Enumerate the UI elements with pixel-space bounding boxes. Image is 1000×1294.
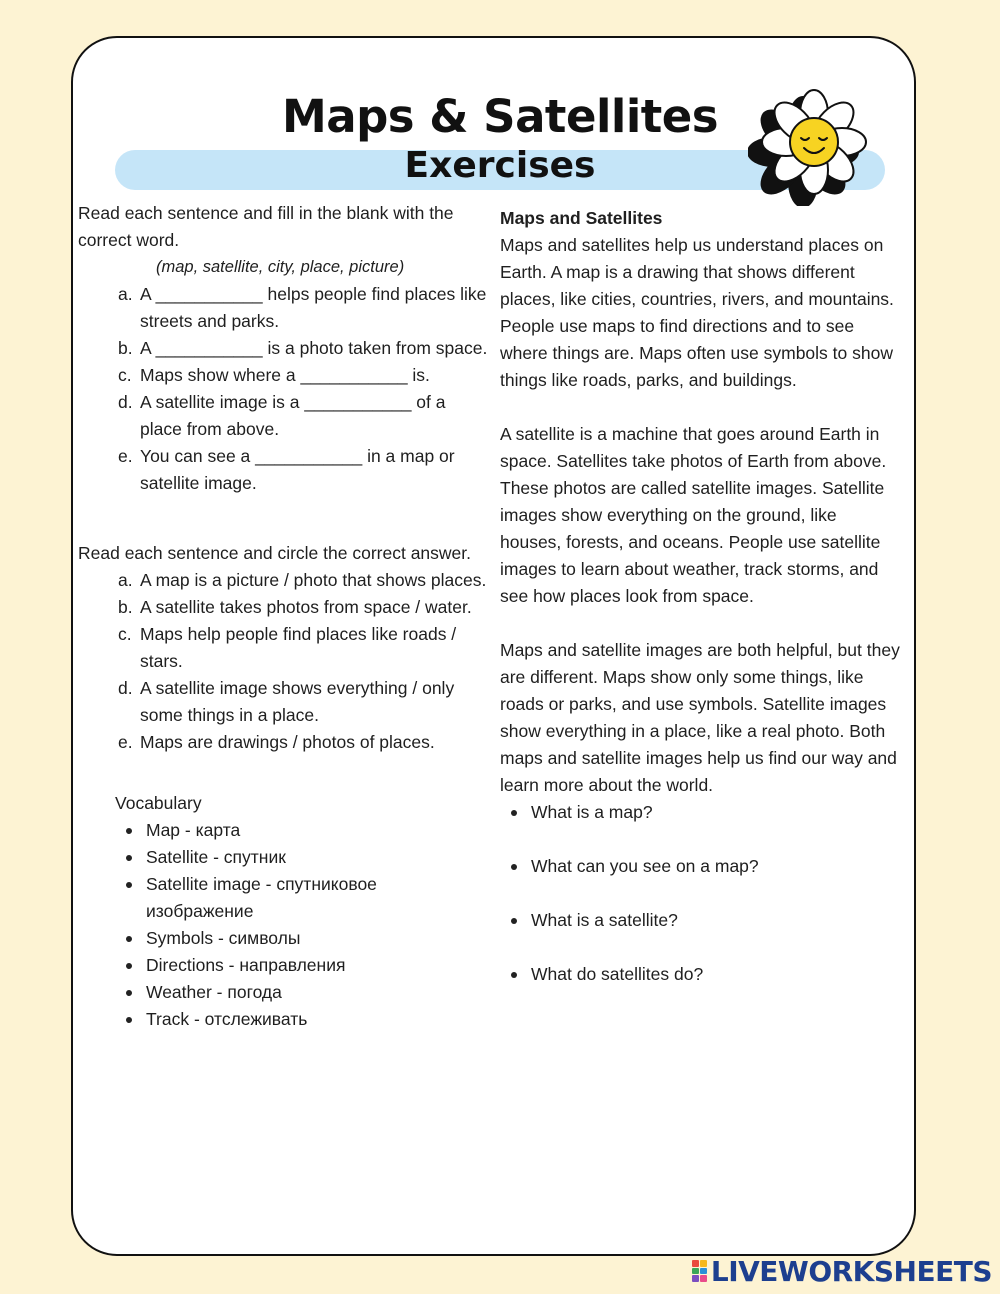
question-item: What can you see on a map? <box>500 853 900 880</box>
question-item: What is a satellite? <box>500 907 900 934</box>
list-item: b. A satellite takes photos from space / water. <box>118 597 472 617</box>
question-list <box>500 799 900 988</box>
vocabulary-title: Vocabulary <box>115 793 202 813</box>
reading-paragraph-1: Maps and satellites help us understand places on Earth. A map is a drawing that shows different places, like cities, countries, rivers, and mountains. People use maps to find directions and to see where things are. Maps often use symbols to show things like roads, parks, and buildings. <box>500 235 894 390</box>
list-item: Map - карта <box>115 817 488 844</box>
list-item: Weather - погода <box>115 979 488 1006</box>
liveworksheets-mark-icon <box>692 1260 707 1282</box>
liveworksheets-logo[interactable] <box>692 1256 992 1286</box>
question-item: What do satellites do? <box>500 961 900 988</box>
word-bank: (map, satellite, city, place, picture) <box>156 258 405 276</box>
list-item: e. Maps are drawings / photos of places. <box>118 732 435 752</box>
circle-instruction: Read each sentence and circle the correct answer. <box>78 543 471 563</box>
list-item: b. A ___________ is a photo taken from space. <box>118 338 488 358</box>
left-column <box>78 200 488 1033</box>
circle-list <box>78 567 488 756</box>
vocabulary-list <box>115 817 488 1033</box>
list-item: e. You can see a ___________ in a map or satellite image. <box>118 446 455 493</box>
page-subtitle: Exercises <box>404 145 596 186</box>
list-item: c. Maps show where a ___________ is. <box>118 365 430 385</box>
reading-paragraph-2: A satellite is a machine that goes around Earth in space. Satellites take photos of Earth from above. These photos are called satellite images. Satellite images show everything on the ground, like houses, forests, and oceans. People use satellite images to learn about weather, track storms, and see how places look from space. <box>500 424 887 606</box>
list-item: c. Maps help people find places like roads / stars. <box>118 624 457 671</box>
reading-paragraph-3: Maps and satellite images are both helpful, but they are different. Maps show only some things, like roads or parks, and use symbols. Satellite images show everything in a place, like a real photo. Both maps and satellite images help us find our way and learn more about the world. <box>500 640 900 795</box>
right-column <box>500 205 900 1015</box>
list-item: Directions - направления <box>115 952 488 979</box>
page-title: Maps & Satellites <box>281 90 719 143</box>
list-item: Symbols - символы <box>115 925 488 952</box>
reading-heading: Maps and Satellites <box>500 208 663 228</box>
vocabulary-section <box>78 790 488 1033</box>
list-item: a. A ___________ helps people find places like streets and parks. <box>118 284 487 331</box>
list-item: Satellite - спутник <box>115 844 488 871</box>
list-item: Track - отслеживать <box>115 1006 488 1033</box>
list-item: d. A satellite image shows everything / only some things in a place. <box>118 678 455 725</box>
fill-in-list <box>78 281 488 497</box>
daisy-smiley-icon <box>748 86 874 206</box>
list-item: d. A satellite image is a ___________ of a place from above. <box>118 392 446 439</box>
logo-text: LIVEWORKSHEETS <box>710 1254 992 1288</box>
list-item: a. A map is a picture / photo that shows places. <box>118 570 487 590</box>
fill-in-instruction: Read each sentence and fill in the blank with the correct word. <box>78 203 454 250</box>
list-item: Satellite image - спутниковое изображение <box>115 871 488 925</box>
question-item: What is a map? <box>500 799 900 826</box>
